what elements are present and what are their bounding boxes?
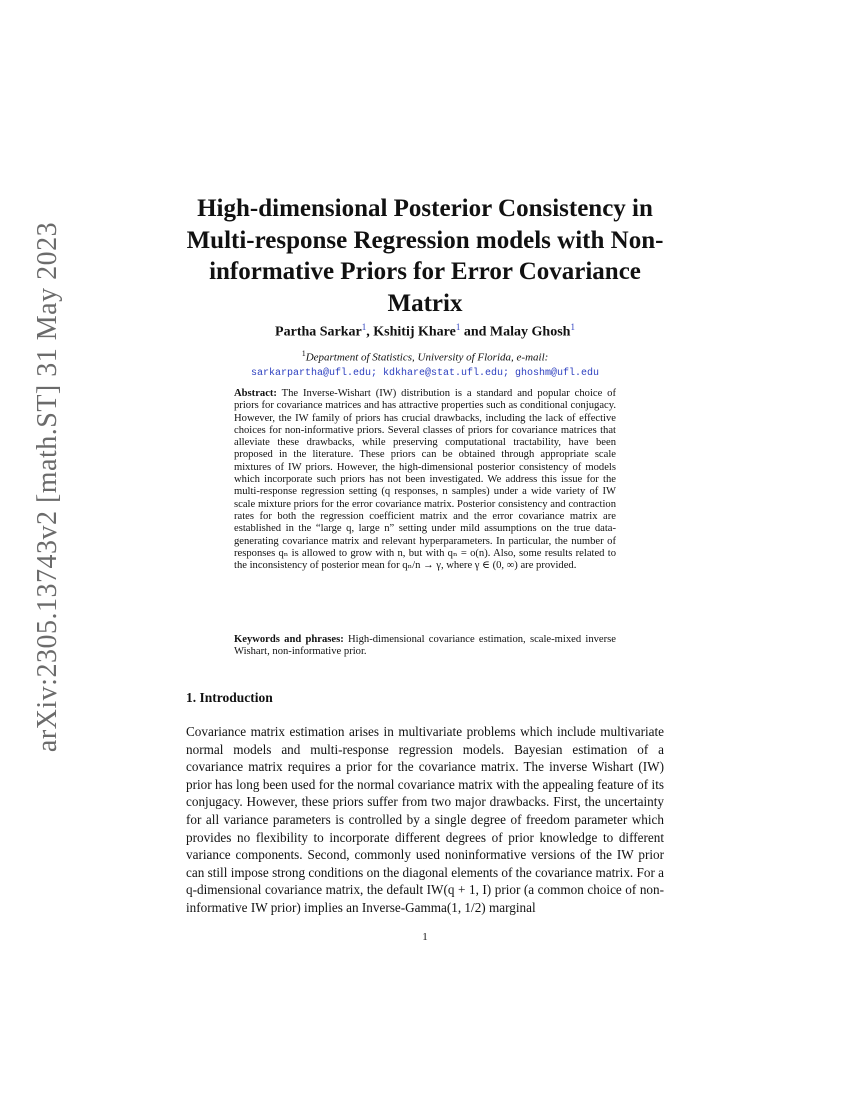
page-number: 1: [422, 931, 428, 943]
author-name: Malay Ghosh: [489, 324, 571, 340]
abstract-label: Abstract:: [234, 388, 277, 399]
affiliation-mark[interactable]: 1: [570, 322, 575, 332]
affiliation-mark[interactable]: 1: [455, 322, 461, 332]
affiliation-mark[interactable]: 1: [361, 322, 367, 332]
author-name: Kshitij Khare: [373, 324, 456, 340]
keywords-block: [234, 634, 616, 659]
keywords-label: Keywords and phrases:: [234, 634, 344, 645]
author-name: Partha Sarkar: [275, 324, 362, 340]
author-list: Partha Sarkar$^1$, Kshitij Khare$^1$ and Malay Ghosh$^1$: [275, 322, 575, 340]
keywords-text: High-dimensional covariance estimation, scale-mixed inverse Wishart, non-informative prior.: [234, 634, 616, 658]
section-heading: 1. Introduction: [186, 690, 273, 705]
introduction-body: Covariance matrix estimation arises in multivariate problems which include multivariate normal models and multi-response regression models. Bayesian estimation of a covariance matrix requires a prior for the covariance matrix. The inverse Wishart (IW) prior has long been used for the normal covariance matrix with the appealing feature of its conjugacy. However, these priors suffer from two major drawbacks. First, the uncertainty for all variance parameters is controlled by a single degree of freedom parameter which provides no flexibility to incorporate different degrees of prior knowledge to different variance components. Second, commonly used noninformative versions of the IW prior can still impose strong conditions on the diagonal elements of the covariance matrix. For a q-dimensional covariance matrix, the default IW(q + 1, I) prior (a common choice of non-informative IW prior) implies an Inverse-Gamma(1, 1/2) marginal: [186, 724, 664, 915]
abstract-text: The Inverse-Wishart (IW) distribution is a standard and popular choice of priors for covariance matrices and has attractive properties such as conditional conjugacy. However, the IW family of priors has crucial drawbacks, including the lack of effective choices for non-informative priors. Several classes of priors for covariance matrices that alleviate these drawbacks, while preserving computational tractability, have been proposed in the literature. These priors can be obtained through appropriate scale mixtures of IW priors. However, the high-dimensional posterior consistency of models which incorporate such priors has not been investigated. We address this issue for the multi-response regression setting (q responses, n samples) under a wide variety of IW scale mixture priors for the error covariance matrix. Posterior consistency and contraction rates for both the regression coefficient matrix and the error covariance matrix are established in the “large q, large n” setting under mild assumptions on the true data-generating covariance matrix and relevant hyperparameters. In particular, the number of responses qₙ is allowed to grow with n, but with qₙ = o(n). Also, some results related to the inconsistency of posterior mean for qₙ/n → γ, where γ ∈ (0, ∞) are provided.: [234, 388, 616, 572]
arxiv-identifier: arXiv:2305.13743v2 [math.ST] 31 May 2023: [32, 221, 63, 753]
affiliation-text: Department of Statistics, University of Florida, e-mail:: [305, 351, 549, 364]
author-emails[interactable]: sarkarpartha@ufl.edu; kdkhare@stat.ufl.edu; ghoshm@ufl.edu: [250, 367, 600, 379]
paper-title: High-dimensional Posterior Consistency in Multi-response Regression models with Non-informative Priors for Error Covariance Matrix: [186, 195, 664, 317]
abstract-block: [234, 388, 616, 572]
affiliation: $^1$Department of Statistics, University of Florida, e-mail: sarkarpartha@ufl.edu; kdkhare@stat.ufl.edu; ghoshm@ufl.edu: [250, 349, 600, 379]
